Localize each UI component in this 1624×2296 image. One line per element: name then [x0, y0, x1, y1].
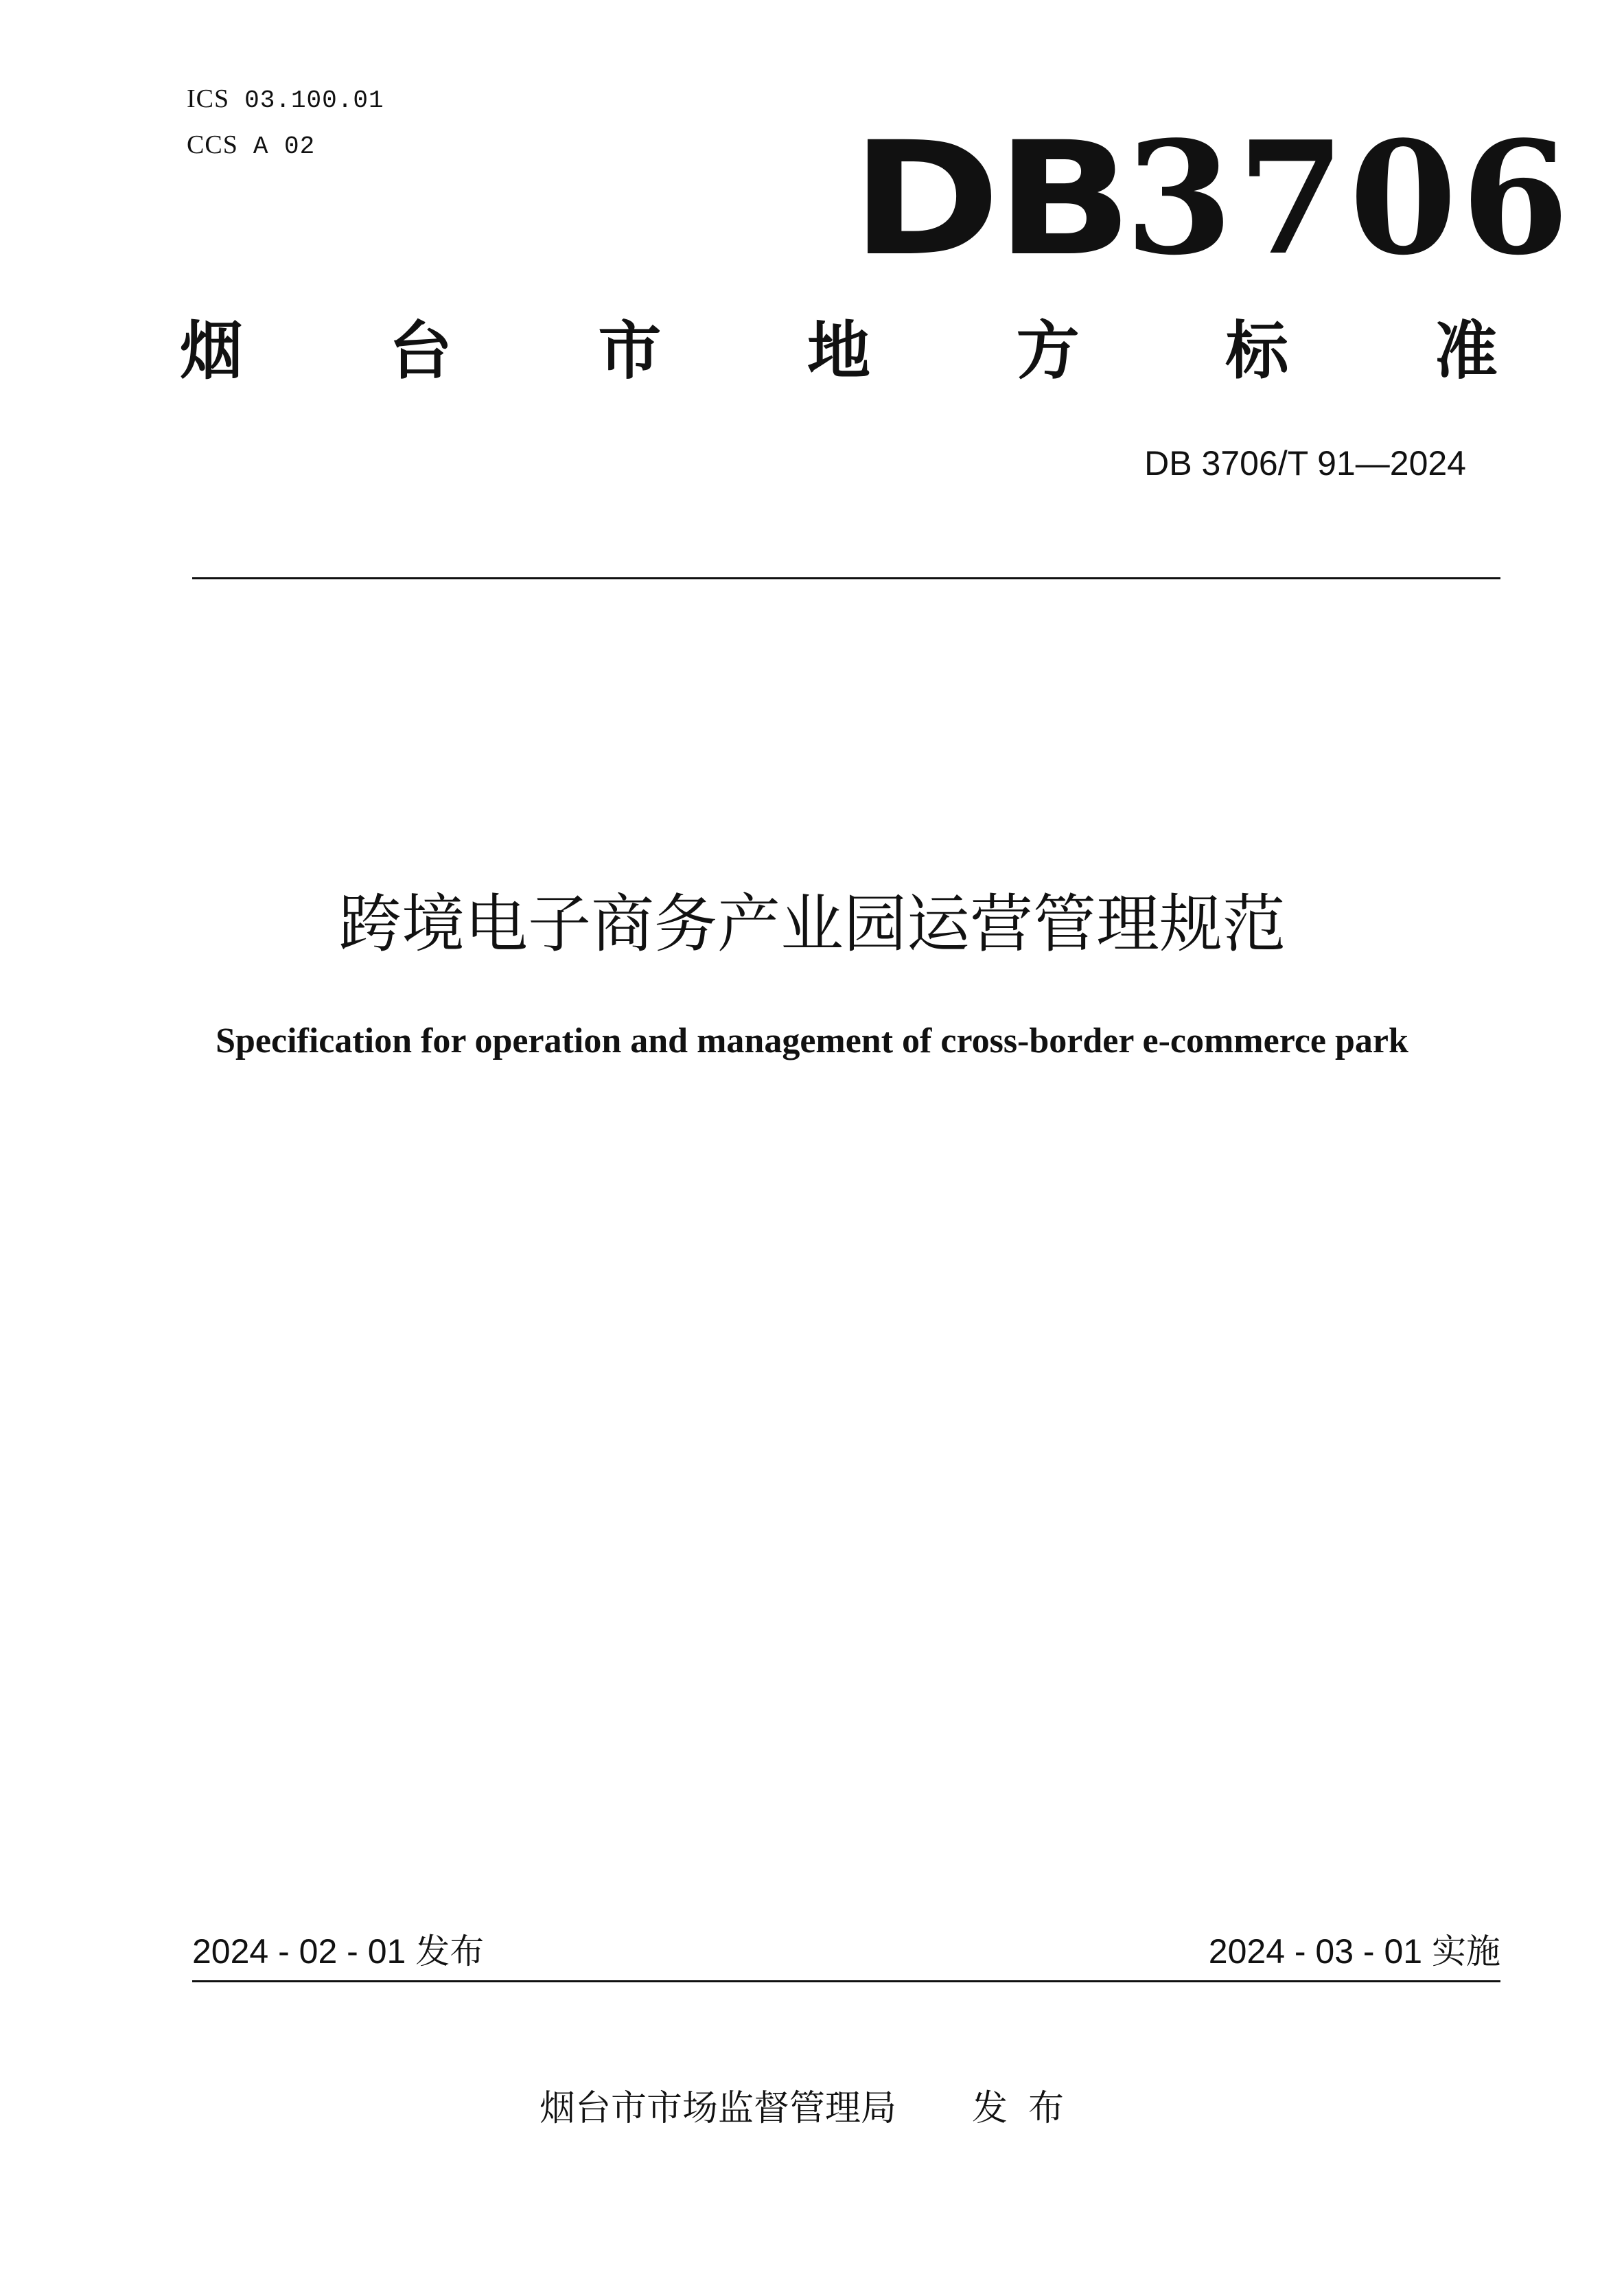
standard-type-char: 方: [1016, 314, 1080, 388]
ics-line: [187, 77, 384, 123]
standard-type-char: 准: [1434, 314, 1498, 388]
standard-type-heading: [180, 310, 1498, 393]
ccs-label: CCS: [187, 130, 238, 159]
publisher-verb: 发布: [972, 2088, 1085, 2129]
implementation-date: 2024 - 03 - 01 实施: [1208, 1932, 1500, 1971]
document-title-english: Specification for operation and management of cross-border e-commerce park: [216, 1021, 1408, 1060]
document-title-chinese: 跨境电子商务产业园运营管理规范: [338, 888, 1286, 961]
standard-type-char: 烟: [180, 314, 244, 388]
issue-date: 2024 - 02 - 01 发布: [192, 1932, 485, 1971]
db-logo-letters: DB: [851, 108, 1128, 290]
ics-value: 03.100.01: [244, 86, 384, 115]
db-logo-region-code: 3706: [1125, 108, 1574, 290]
standard-type-char: 标: [1225, 314, 1289, 388]
publisher-name: 烟台市市场监督管理局: [539, 2088, 896, 2129]
ccs-value: A 02: [253, 132, 316, 161]
publisher-line: [0, 2081, 1624, 2136]
top-divider: [192, 577, 1500, 579]
standard-number: DB 3706/T 91—2024: [1144, 444, 1466, 483]
ccs-line: [187, 123, 384, 169]
standard-type-char: 地: [807, 314, 870, 388]
ics-label: ICS: [187, 84, 230, 113]
bottom-divider: [192, 1980, 1500, 1982]
standard-type-char: 市: [598, 314, 662, 388]
classification-codes: [187, 77, 384, 169]
standard-type-char: 台: [388, 314, 452, 388]
db-logo-mark: [851, 108, 1574, 290]
